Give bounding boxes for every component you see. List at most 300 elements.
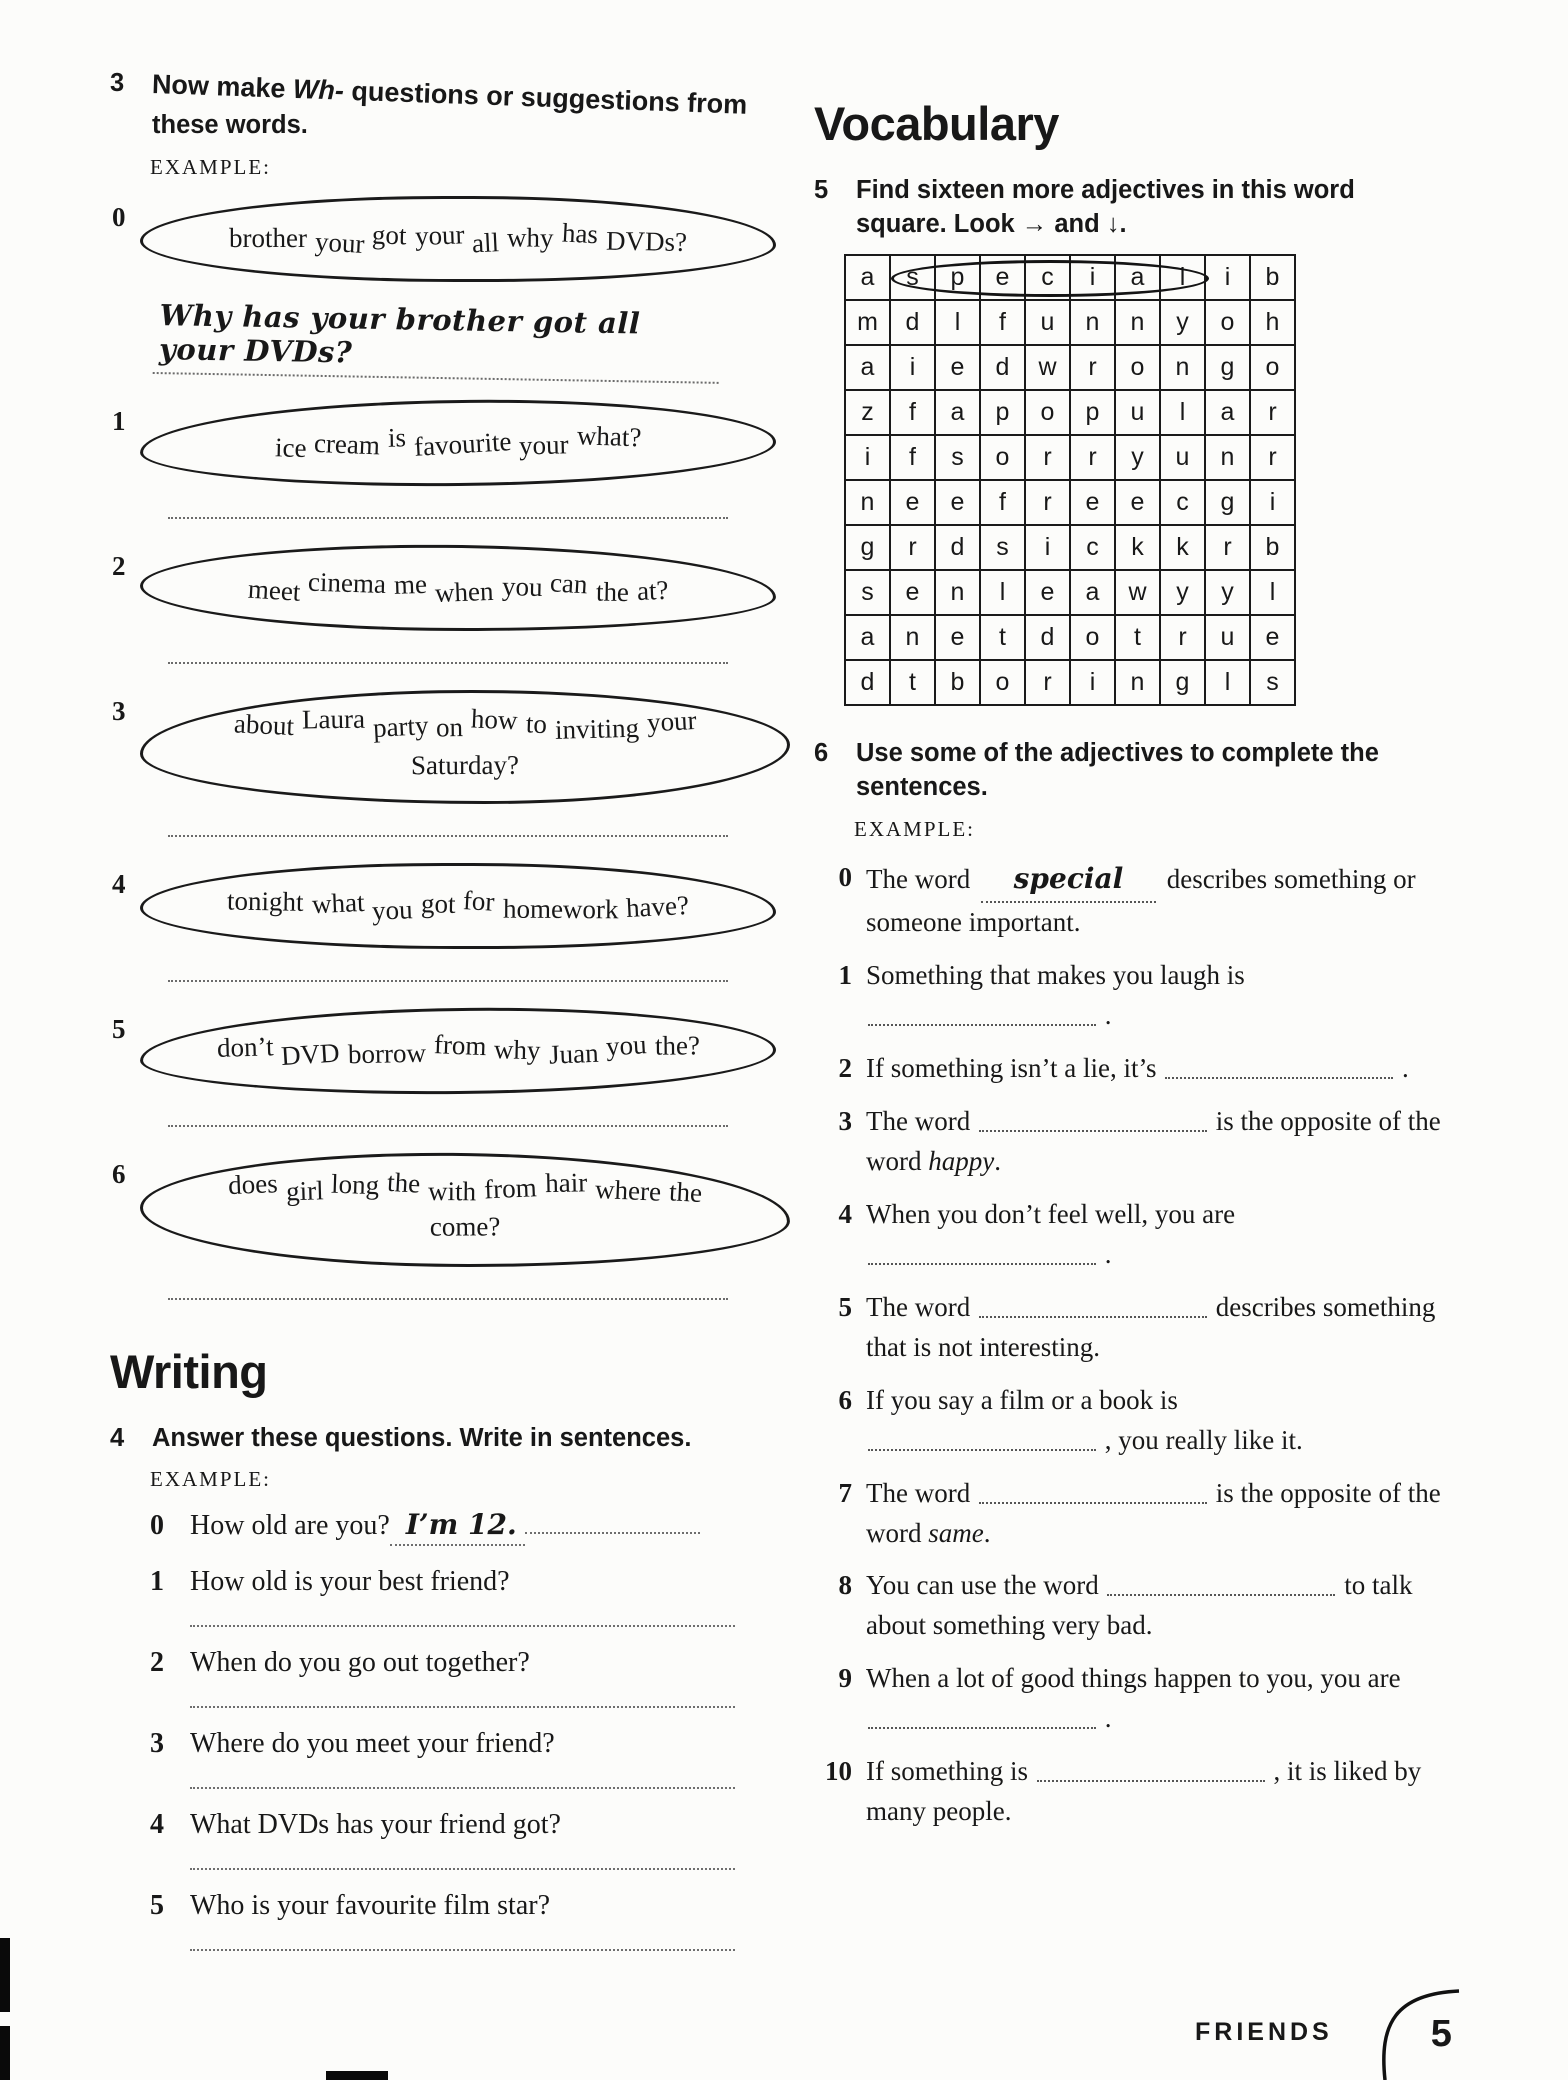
grid-letter: s bbox=[1251, 661, 1296, 706]
scrambled-word: meet bbox=[246, 573, 302, 608]
text-fragment: When you don’t feel well, you are bbox=[866, 1198, 1236, 1229]
scrambled-word: on bbox=[435, 712, 464, 743]
grid-letter: a bbox=[846, 616, 891, 661]
page-footer bbox=[1195, 1984, 1452, 2080]
question-row bbox=[110, 1508, 790, 1546]
scrambled-word: brother bbox=[229, 223, 307, 254]
scramble-item bbox=[110, 400, 790, 519]
text-fragment: You can use the word bbox=[866, 1570, 1106, 1601]
grid-letter: i bbox=[1071, 256, 1116, 301]
answer-line bbox=[168, 1297, 728, 1300]
text-fragment: describes something or someone important. bbox=[866, 863, 1416, 938]
item-number: 4 bbox=[150, 1809, 164, 1841]
grid-letter: l bbox=[1251, 571, 1296, 616]
grid-letter: e bbox=[1071, 481, 1116, 526]
scrambled-word: favourite bbox=[413, 426, 513, 463]
scan-artifact bbox=[0, 1938, 10, 2012]
sentence-text bbox=[866, 858, 1444, 943]
scramble-item bbox=[110, 690, 790, 837]
item-number: 4 bbox=[838, 1198, 852, 1229]
scrambled-word: the bbox=[595, 576, 629, 608]
grid-letter: e bbox=[936, 616, 981, 661]
grid-letter: y bbox=[1161, 571, 1206, 616]
scrambled-word: why bbox=[507, 222, 555, 254]
sentence-text bbox=[866, 1752, 1444, 1832]
scrambled-words-bubble bbox=[140, 397, 777, 489]
grid-letter: p bbox=[936, 256, 981, 301]
scrambled-words-bubble bbox=[140, 196, 776, 282]
grid-letter: g bbox=[1161, 661, 1206, 706]
sentence-text bbox=[866, 956, 1444, 1036]
exercise-number: 4 bbox=[110, 1423, 125, 1452]
grid-letter: p bbox=[1071, 391, 1116, 436]
sentence-text bbox=[866, 1659, 1444, 1739]
question-item bbox=[110, 1508, 790, 1546]
sentence-item bbox=[814, 858, 1498, 943]
grid-letter: l bbox=[936, 301, 981, 346]
scrambled-word: the? bbox=[654, 1030, 700, 1061]
grid-letter: e bbox=[1026, 571, 1071, 616]
question-text: What DVDs has your friend got? bbox=[190, 1809, 561, 1841]
scramble-item bbox=[110, 863, 790, 982]
grid-letter: i bbox=[1251, 481, 1296, 526]
grid-letter: b bbox=[1251, 256, 1296, 301]
grid-letter: a bbox=[936, 391, 981, 436]
grid-letter: b bbox=[1251, 526, 1296, 571]
grid-letter: w bbox=[1026, 346, 1071, 391]
scrambled-word: from bbox=[432, 1029, 487, 1062]
text-fragment: The word bbox=[866, 1291, 977, 1322]
grid-letter: d bbox=[1026, 616, 1071, 661]
scrambled-word: what? bbox=[576, 420, 642, 453]
item-number: 5 bbox=[112, 1013, 126, 1044]
fill-blank bbox=[1037, 1755, 1265, 1782]
scramble-item bbox=[110, 1153, 790, 1300]
exercise3-title-line2: these words. bbox=[152, 111, 308, 140]
text-fragment: If something is bbox=[866, 1756, 1035, 1787]
item-number: 1 bbox=[838, 960, 852, 991]
scrambled-word: you bbox=[371, 894, 414, 927]
grid-letter: o bbox=[1026, 391, 1071, 436]
grid-letter: c bbox=[1161, 481, 1206, 526]
text-fragment: If something isn’t a lie, it’s bbox=[866, 1052, 1164, 1083]
sentence-item bbox=[814, 1474, 1498, 1554]
question-item bbox=[110, 1809, 790, 1870]
wh-italic: Wh- bbox=[292, 73, 345, 106]
grid-letter: l bbox=[1161, 256, 1206, 301]
sentence-item bbox=[814, 1102, 1498, 1182]
scramble-item bbox=[110, 1008, 790, 1127]
grid-letter: k bbox=[1116, 526, 1161, 571]
scan-artifact bbox=[0, 2026, 10, 2080]
scrambled-word: how bbox=[470, 703, 519, 736]
exercise-number: 3 bbox=[110, 69, 125, 97]
answer-line bbox=[190, 1705, 735, 1708]
exercise-title: Answer these questions. Write in sentences. bbox=[152, 1423, 692, 1452]
text-fragment: to talk about something very bad. bbox=[866, 1570, 1413, 1641]
grid-letter: o bbox=[1071, 616, 1116, 661]
grid-letter: z bbox=[846, 391, 891, 436]
scrambled-words-bubble bbox=[140, 690, 790, 804]
item-number: 0 bbox=[838, 861, 852, 892]
grid-letter: u bbox=[1026, 301, 1071, 346]
item-number: 1 bbox=[112, 405, 126, 436]
scrambled-word: girl bbox=[285, 1175, 324, 1207]
exercise3-items bbox=[110, 196, 790, 1300]
item-number: 3 bbox=[150, 1728, 164, 1760]
text-fragment: When a lot of good things happen to you, you are bbox=[866, 1663, 1401, 1694]
scrambled-word: about bbox=[233, 708, 295, 742]
grid-letter: e bbox=[936, 481, 981, 526]
scrambled-word: DVDs? bbox=[605, 225, 688, 258]
answer-line bbox=[168, 979, 728, 982]
italic-word: happy bbox=[928, 1145, 995, 1176]
grid-letter: c bbox=[1026, 256, 1071, 301]
grid-letter: r bbox=[1071, 346, 1116, 391]
grid-letter: l bbox=[981, 571, 1026, 616]
scrambled-word: Saturday? bbox=[410, 750, 520, 781]
grid-letter: a bbox=[846, 256, 891, 301]
sentence-text bbox=[866, 1474, 1444, 1554]
grid-letter: r bbox=[1071, 436, 1116, 481]
item-number: 5 bbox=[838, 1291, 852, 1322]
exercise6-header bbox=[814, 736, 1498, 805]
grid-letter: s bbox=[936, 436, 981, 481]
sentence-text bbox=[866, 1381, 1444, 1461]
grid-letter: d bbox=[936, 526, 981, 571]
fill-blank bbox=[868, 1424, 1096, 1451]
question-item bbox=[110, 1890, 790, 1951]
exercise-title: Use some of the adjectives to complete the sentences. bbox=[856, 738, 1379, 802]
grid-letter: e bbox=[891, 571, 936, 616]
exercise-number: 6 bbox=[814, 738, 829, 767]
answer-line bbox=[190, 1867, 735, 1870]
grid-letter: s bbox=[891, 256, 936, 301]
scrambled-words-bubble bbox=[140, 1151, 791, 1270]
grid-letter: l bbox=[1161, 391, 1206, 436]
grid-letter: y bbox=[1116, 436, 1161, 481]
text-fragment: The word bbox=[866, 1477, 977, 1508]
sentence-item bbox=[814, 1381, 1498, 1461]
scrambled-word: your bbox=[314, 226, 366, 260]
scrambled-word: have? bbox=[625, 890, 690, 924]
fill-blank bbox=[979, 1105, 1207, 1132]
text-fragment: . bbox=[1395, 1052, 1409, 1083]
answer-line bbox=[168, 834, 728, 837]
example-label: EXAMPLE: bbox=[150, 1467, 271, 1492]
grid-letter: e bbox=[1116, 481, 1161, 526]
question-row bbox=[110, 1890, 790, 1922]
grid-letter: g bbox=[1206, 481, 1251, 526]
sentence-item bbox=[814, 1659, 1498, 1739]
grid-letter: t bbox=[981, 616, 1026, 661]
grid-letter: a bbox=[1116, 256, 1161, 301]
scrambled-word: come? bbox=[429, 1211, 501, 1242]
fill-blank bbox=[1165, 1052, 1393, 1079]
sentence-item bbox=[814, 1049, 1498, 1089]
text-fragment: , you really like it. bbox=[1098, 1424, 1303, 1455]
grid-letter: l bbox=[1206, 661, 1251, 706]
question-item bbox=[110, 1647, 790, 1708]
item-number: 7 bbox=[838, 1477, 852, 1508]
answer-line bbox=[168, 661, 728, 664]
grid-letter: i bbox=[891, 346, 936, 391]
fill-blank bbox=[868, 1238, 1096, 1265]
answer-line bbox=[190, 1624, 735, 1627]
question-item bbox=[110, 1728, 790, 1789]
scrambled-word: has bbox=[561, 217, 599, 250]
question-text: Where do you meet your friend? bbox=[190, 1728, 555, 1760]
grid-letter: o bbox=[1251, 346, 1296, 391]
text-fragment: The word bbox=[866, 1105, 977, 1136]
grid-letter: a bbox=[1206, 391, 1251, 436]
grid-letter: n bbox=[1116, 301, 1161, 346]
grid-letter: n bbox=[1116, 661, 1161, 706]
scrambled-word: homework bbox=[502, 893, 619, 925]
scrambled-word: with bbox=[428, 1176, 477, 1207]
item-number: 2 bbox=[112, 550, 126, 581]
grid-letter: u bbox=[1116, 391, 1161, 436]
answer-line bbox=[168, 516, 728, 519]
scrambled-word: what bbox=[310, 887, 365, 920]
scrambled-word: cinema bbox=[307, 566, 387, 600]
text-fragment: . bbox=[1098, 1703, 1112, 1734]
grid-letter: i bbox=[1026, 526, 1071, 571]
item-number: 3 bbox=[838, 1105, 852, 1136]
scrambled-word: cream bbox=[313, 428, 381, 461]
grid-letter: y bbox=[1206, 571, 1251, 616]
text-fragment: . bbox=[1098, 1238, 1112, 1269]
scan-artifact bbox=[326, 2071, 388, 2080]
question-row bbox=[110, 1647, 790, 1679]
grid-letter: r bbox=[891, 526, 936, 571]
scrambled-word: at? bbox=[636, 575, 669, 607]
scrambled-word: to bbox=[525, 708, 548, 740]
scrambled-word: all bbox=[471, 227, 501, 259]
grid-letter: o bbox=[1116, 346, 1161, 391]
item-number: 3 bbox=[112, 695, 126, 726]
section-label: FRIENDS bbox=[1195, 2017, 1333, 2046]
question-text: Who is your favourite film star? bbox=[190, 1890, 551, 1922]
exercise4-items bbox=[110, 1508, 790, 1951]
scrambled-word: where bbox=[594, 1174, 662, 1208]
grid-letter: o bbox=[1206, 301, 1251, 346]
item-number: 0 bbox=[150, 1510, 164, 1542]
scrambled-word: when bbox=[434, 576, 495, 609]
sentence-item bbox=[814, 1195, 1498, 1275]
grid-letter: r bbox=[1026, 661, 1071, 706]
grid-letter: e bbox=[981, 256, 1026, 301]
sentence-item bbox=[814, 1566, 1498, 1646]
question-text: How old is your best friend? bbox=[190, 1566, 510, 1598]
scrambled-word: your bbox=[645, 705, 697, 738]
grid-letter: r bbox=[1206, 526, 1251, 571]
question-row bbox=[110, 1728, 790, 1760]
scrambled-word: you bbox=[501, 571, 543, 603]
sentence-text bbox=[866, 1288, 1444, 1368]
item-number: 5 bbox=[150, 1890, 164, 1922]
grid-letter: f bbox=[981, 481, 1026, 526]
scrambled-word: tonight bbox=[226, 885, 304, 918]
grid-letter: n bbox=[891, 616, 936, 661]
text-fragment: is the opposite of the word bbox=[866, 1105, 1441, 1176]
sentence-item bbox=[814, 1288, 1498, 1368]
grid-letter: a bbox=[846, 346, 891, 391]
fill-blank bbox=[1107, 1569, 1335, 1596]
grid-letter: f bbox=[891, 391, 936, 436]
grid-letter: u bbox=[1161, 436, 1206, 481]
sentence-item bbox=[814, 956, 1498, 1036]
grid-letter: r bbox=[1161, 616, 1206, 661]
scrambled-word: borrow bbox=[347, 1038, 426, 1070]
scrambled-word: does bbox=[227, 1168, 279, 1201]
item-number: 8 bbox=[838, 1570, 852, 1601]
grid-letter: b bbox=[936, 661, 981, 706]
sentence-text bbox=[866, 1102, 1444, 1182]
question-item bbox=[110, 1566, 790, 1627]
grid-letter: t bbox=[1116, 616, 1161, 661]
handwritten-answer: I’m 12. bbox=[390, 1508, 525, 1546]
grid-letter: f bbox=[891, 436, 936, 481]
item-number: 9 bbox=[838, 1663, 852, 1694]
scrambled-word: can bbox=[549, 567, 589, 600]
vocabulary-heading: Vocabulary bbox=[814, 97, 1059, 150]
grid-letter: s bbox=[846, 571, 891, 616]
grid-letter: o bbox=[981, 661, 1026, 706]
grid-letter: w bbox=[1116, 571, 1161, 616]
right-column bbox=[814, 96, 1498, 1845]
answer-line bbox=[190, 1948, 735, 1951]
word-square bbox=[844, 254, 1296, 706]
text-fragment: describes something that is not interesting. bbox=[866, 1291, 1436, 1362]
scrambled-word: is bbox=[387, 422, 407, 453]
exercise-number: 5 bbox=[814, 176, 829, 204]
exercise3-header bbox=[110, 66, 790, 143]
fill-blank bbox=[868, 999, 1096, 1026]
scrambled-word: your bbox=[519, 429, 570, 461]
grid-letter: i bbox=[1071, 661, 1116, 706]
grid-letter: d bbox=[891, 301, 936, 346]
grid-letter: i bbox=[1206, 256, 1251, 301]
grid-letter: n bbox=[1071, 301, 1116, 346]
text-fragment: If you say a film or a book is bbox=[866, 1384, 1178, 1415]
grid-letter: d bbox=[981, 346, 1026, 391]
grid-letter: k bbox=[1161, 526, 1206, 571]
exercise5-header bbox=[814, 173, 1498, 242]
fill-blank bbox=[979, 1291, 1207, 1318]
item-number: 0 bbox=[112, 201, 126, 232]
scrambled-word: your bbox=[414, 219, 465, 252]
sentence-text bbox=[866, 1049, 1444, 1089]
text-fragment: Something that makes you laugh is bbox=[866, 960, 1245, 991]
scrambled-word: party bbox=[371, 710, 429, 744]
grid-letter: c bbox=[1071, 526, 1116, 571]
grid-letter: n bbox=[1206, 436, 1251, 481]
question-text: When do you go out together? bbox=[190, 1647, 530, 1679]
scrambled-word: long bbox=[330, 1168, 380, 1201]
scrambled-word: for bbox=[462, 885, 496, 918]
grid-letter: u bbox=[1206, 616, 1251, 661]
fill-blank bbox=[979, 1477, 1207, 1504]
scrambled-word: got bbox=[372, 219, 408, 251]
scrambled-word: got bbox=[420, 888, 456, 920]
handwritten-answer: special bbox=[981, 858, 1156, 903]
grid-letter: i bbox=[846, 436, 891, 481]
exercise6-items bbox=[814, 858, 1498, 1833]
answer-line bbox=[525, 1532, 700, 1534]
grid-letter: g bbox=[846, 526, 891, 571]
italic-word: same bbox=[928, 1517, 984, 1548]
scrambled-word: the bbox=[386, 1167, 422, 1200]
handwritten-answer: Why has your brother got all your DVDs? bbox=[153, 298, 720, 384]
item-number: 6 bbox=[112, 1158, 126, 1189]
scrambled-word: hair bbox=[544, 1167, 588, 1199]
grid-letter: n bbox=[936, 571, 981, 616]
scrambled-word: Juan bbox=[547, 1038, 599, 1070]
sentence-text bbox=[866, 1566, 1444, 1646]
text-fragment: . bbox=[1098, 1000, 1112, 1031]
scrambled-word: don’t bbox=[216, 1031, 274, 1064]
grid-letter: f bbox=[981, 301, 1026, 346]
scrambled-words-bubble bbox=[140, 543, 777, 633]
grid-letter: n bbox=[846, 481, 891, 526]
question-text: How old are you? bbox=[190, 1510, 390, 1542]
grid-letter: p bbox=[981, 391, 1026, 436]
example-label: EXAMPLE: bbox=[854, 816, 975, 841]
sentence-text bbox=[866, 1195, 1444, 1275]
grid-letter: e bbox=[891, 481, 936, 526]
grid-letter: e bbox=[1251, 616, 1296, 661]
page-number: 5 bbox=[1430, 2012, 1452, 2055]
scrambled-word: ice bbox=[274, 432, 307, 464]
scrambled-word: the bbox=[668, 1176, 703, 1209]
grid-letter: y bbox=[1161, 301, 1206, 346]
title-text: Now make bbox=[151, 69, 294, 104]
grid-letter: r bbox=[1251, 391, 1296, 436]
example-label: EXAMPLE: bbox=[150, 154, 271, 179]
sentence-item bbox=[814, 1752, 1498, 1832]
question-row bbox=[110, 1809, 790, 1841]
scrambled-word: me bbox=[393, 569, 428, 601]
text-fragment: . bbox=[994, 1145, 1001, 1176]
grid-letter: t bbox=[891, 661, 936, 706]
text-fragment: The word bbox=[866, 863, 977, 894]
scramble-item bbox=[110, 196, 790, 374]
title-text: questions or suggestions from bbox=[343, 75, 748, 120]
text-fragment: is the opposite of the word bbox=[866, 1477, 1441, 1548]
scramble-item bbox=[110, 545, 790, 664]
grid-letter: s bbox=[981, 526, 1026, 571]
scrambled-word: why bbox=[493, 1034, 541, 1066]
item-number: 2 bbox=[838, 1052, 852, 1083]
answer-line bbox=[168, 1124, 728, 1127]
scrambled-word: DVD bbox=[280, 1037, 341, 1072]
question-row bbox=[110, 1566, 790, 1598]
grid-letter: a bbox=[1071, 571, 1116, 616]
exercise-title bbox=[151, 66, 748, 143]
fill-blank bbox=[868, 1702, 1096, 1729]
text-fragment: , it is liked by many people. bbox=[866, 1756, 1422, 1827]
grid-letter: r bbox=[1026, 436, 1071, 481]
scrambled-words-bubble bbox=[140, 863, 776, 949]
item-number: 1 bbox=[150, 1566, 164, 1598]
scrambled-word: inviting bbox=[554, 713, 640, 746]
scrambled-words-bubble bbox=[140, 1005, 777, 1097]
writing-heading: Writing bbox=[110, 1344, 268, 1398]
grid-letter: h bbox=[1251, 301, 1296, 346]
grid-letter: o bbox=[981, 436, 1026, 481]
left-column bbox=[110, 66, 790, 1971]
